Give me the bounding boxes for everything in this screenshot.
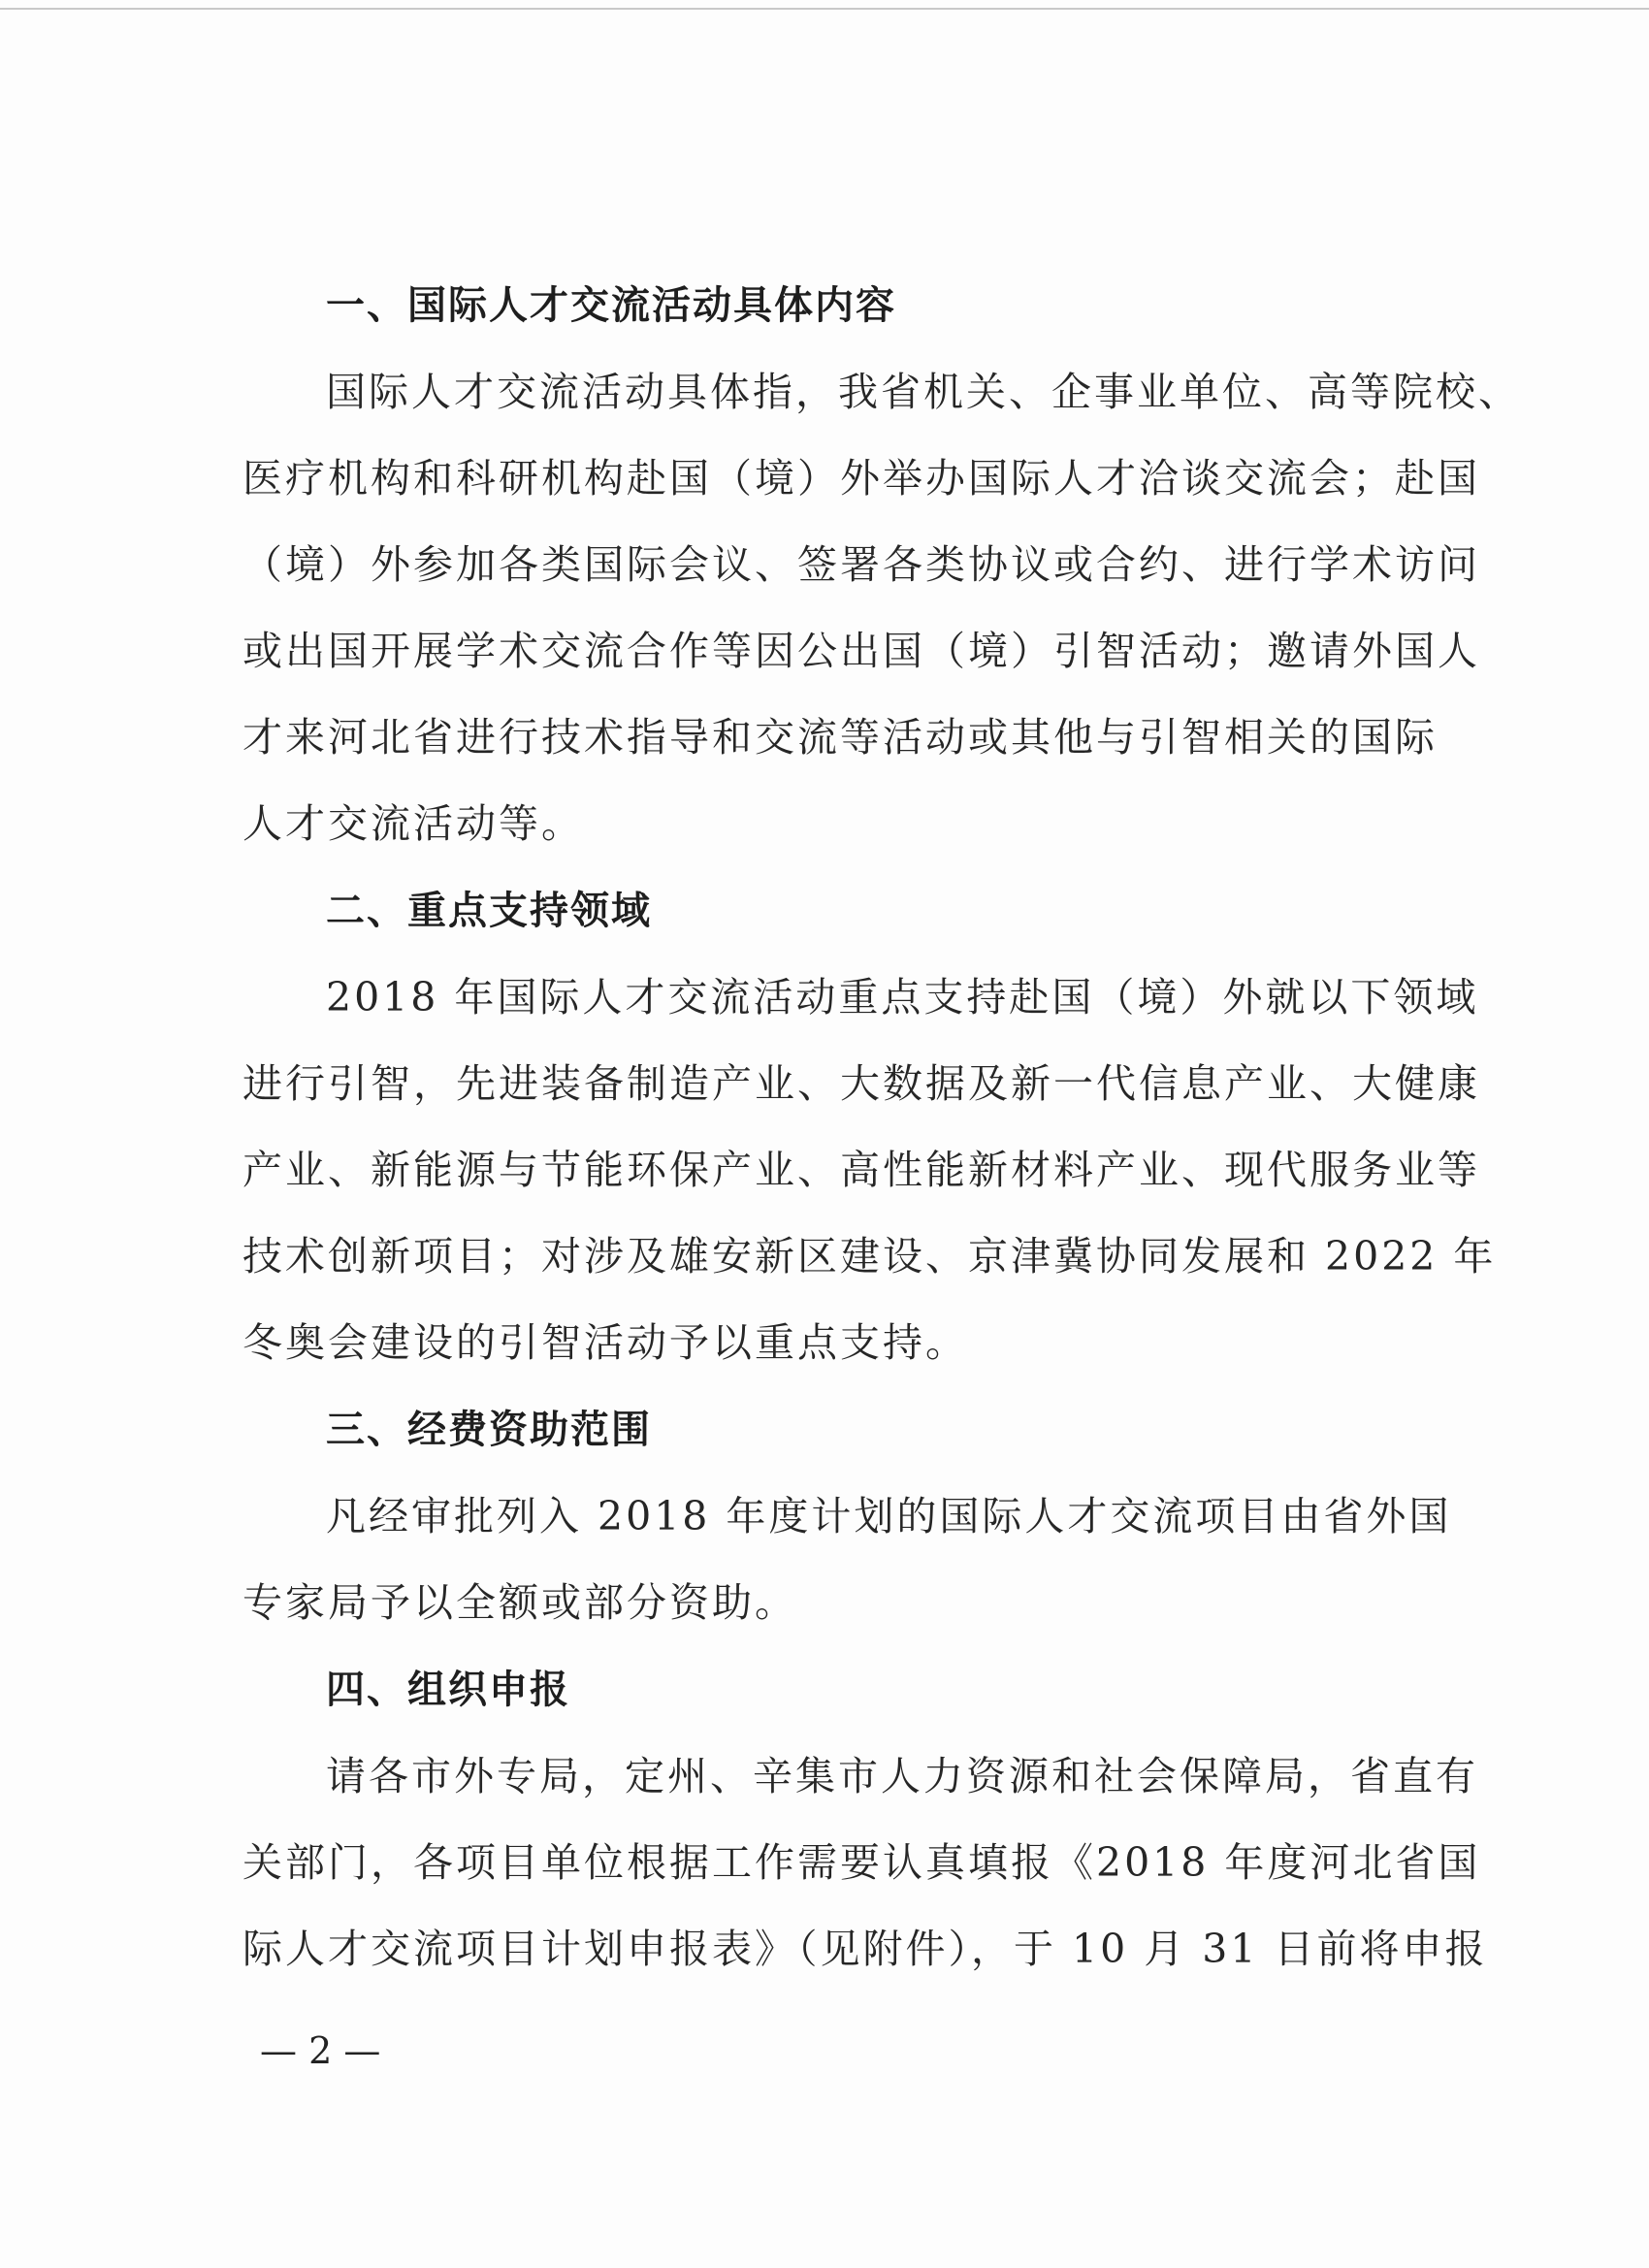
section-paragraph-1 <box>242 349 1521 867</box>
paragraph-line: 际人才交流项目计划申报表》（见附件），于 10 月 31 日前将申报 <box>242 1926 1488 1972</box>
section-paragraph-4 <box>242 1733 1488 1993</box>
paragraph-line: 才来河北省进行技术指导和交流等活动或其他与引智相关的国际 <box>242 714 1438 761</box>
paragraph-line: 技术创新项目；对涉及雄安新区建设、京津冀协同发展和 2022 年 <box>242 1233 1497 1280</box>
paragraph-line: 人才交流活动等。 <box>242 800 584 847</box>
section-heading-2: 二、重点支持领域 <box>326 889 652 933</box>
paragraph-line: 国际人才交流活动具体指，我省机关、企事业单位、高等院校、 <box>326 369 1521 415</box>
section-paragraph-3 <box>242 1474 1452 1646</box>
page-number: — 2 — <box>260 2029 381 2072</box>
section-paragraph-2 <box>242 955 1497 1386</box>
document-body <box>242 262 1521 1993</box>
section-heading-3: 三、经费资助范围 <box>326 1408 652 1452</box>
paragraph-line: 2018 年国际人才交流活动重点支持赴国（境）外就以下领域 <box>326 974 1479 1021</box>
paragraph-line: 医疗机构和科研机构赴国（境）外举办国际人才洽谈交流会；赴国 <box>242 455 1480 502</box>
section-heading-1: 一、国际人才交流活动具体内容 <box>326 283 896 328</box>
paragraph-line: 产业、新能源与节能环保产业、高性能新材料产业、现代服务业等 <box>242 1147 1480 1193</box>
paragraph-line: 请各市外专局，定州、辛集市人力资源和社会保障局，省直有 <box>326 1753 1478 1799</box>
paragraph-line: 凡经审批列入 2018 年度计划的国际人才交流项目由省外国 <box>326 1493 1452 1539</box>
paragraph-line: 专家局予以全额或部分资助。 <box>242 1579 797 1626</box>
section-heading-4: 四、组织申报 <box>326 1668 570 1712</box>
paragraph-line: 进行引智，先进装备制造产业、大数据及新一代信息产业、大健康 <box>242 1060 1480 1107</box>
paragraph-line: 关部门，各项目单位根据工作需要认真填报《2018 年度河北省国 <box>242 1839 1481 1886</box>
scan-edge-line <box>0 8 1649 10</box>
paragraph-line: 或出国开展学术交流合作等因公出国（境）引智活动；邀请外国人 <box>242 628 1480 674</box>
paragraph-line: 冬奥会建设的引智活动予以重点支持。 <box>242 1319 968 1366</box>
paragraph-line: （境）外参加各类国际会议、签署各类协议或合约、进行学术访问 <box>242 541 1480 588</box>
